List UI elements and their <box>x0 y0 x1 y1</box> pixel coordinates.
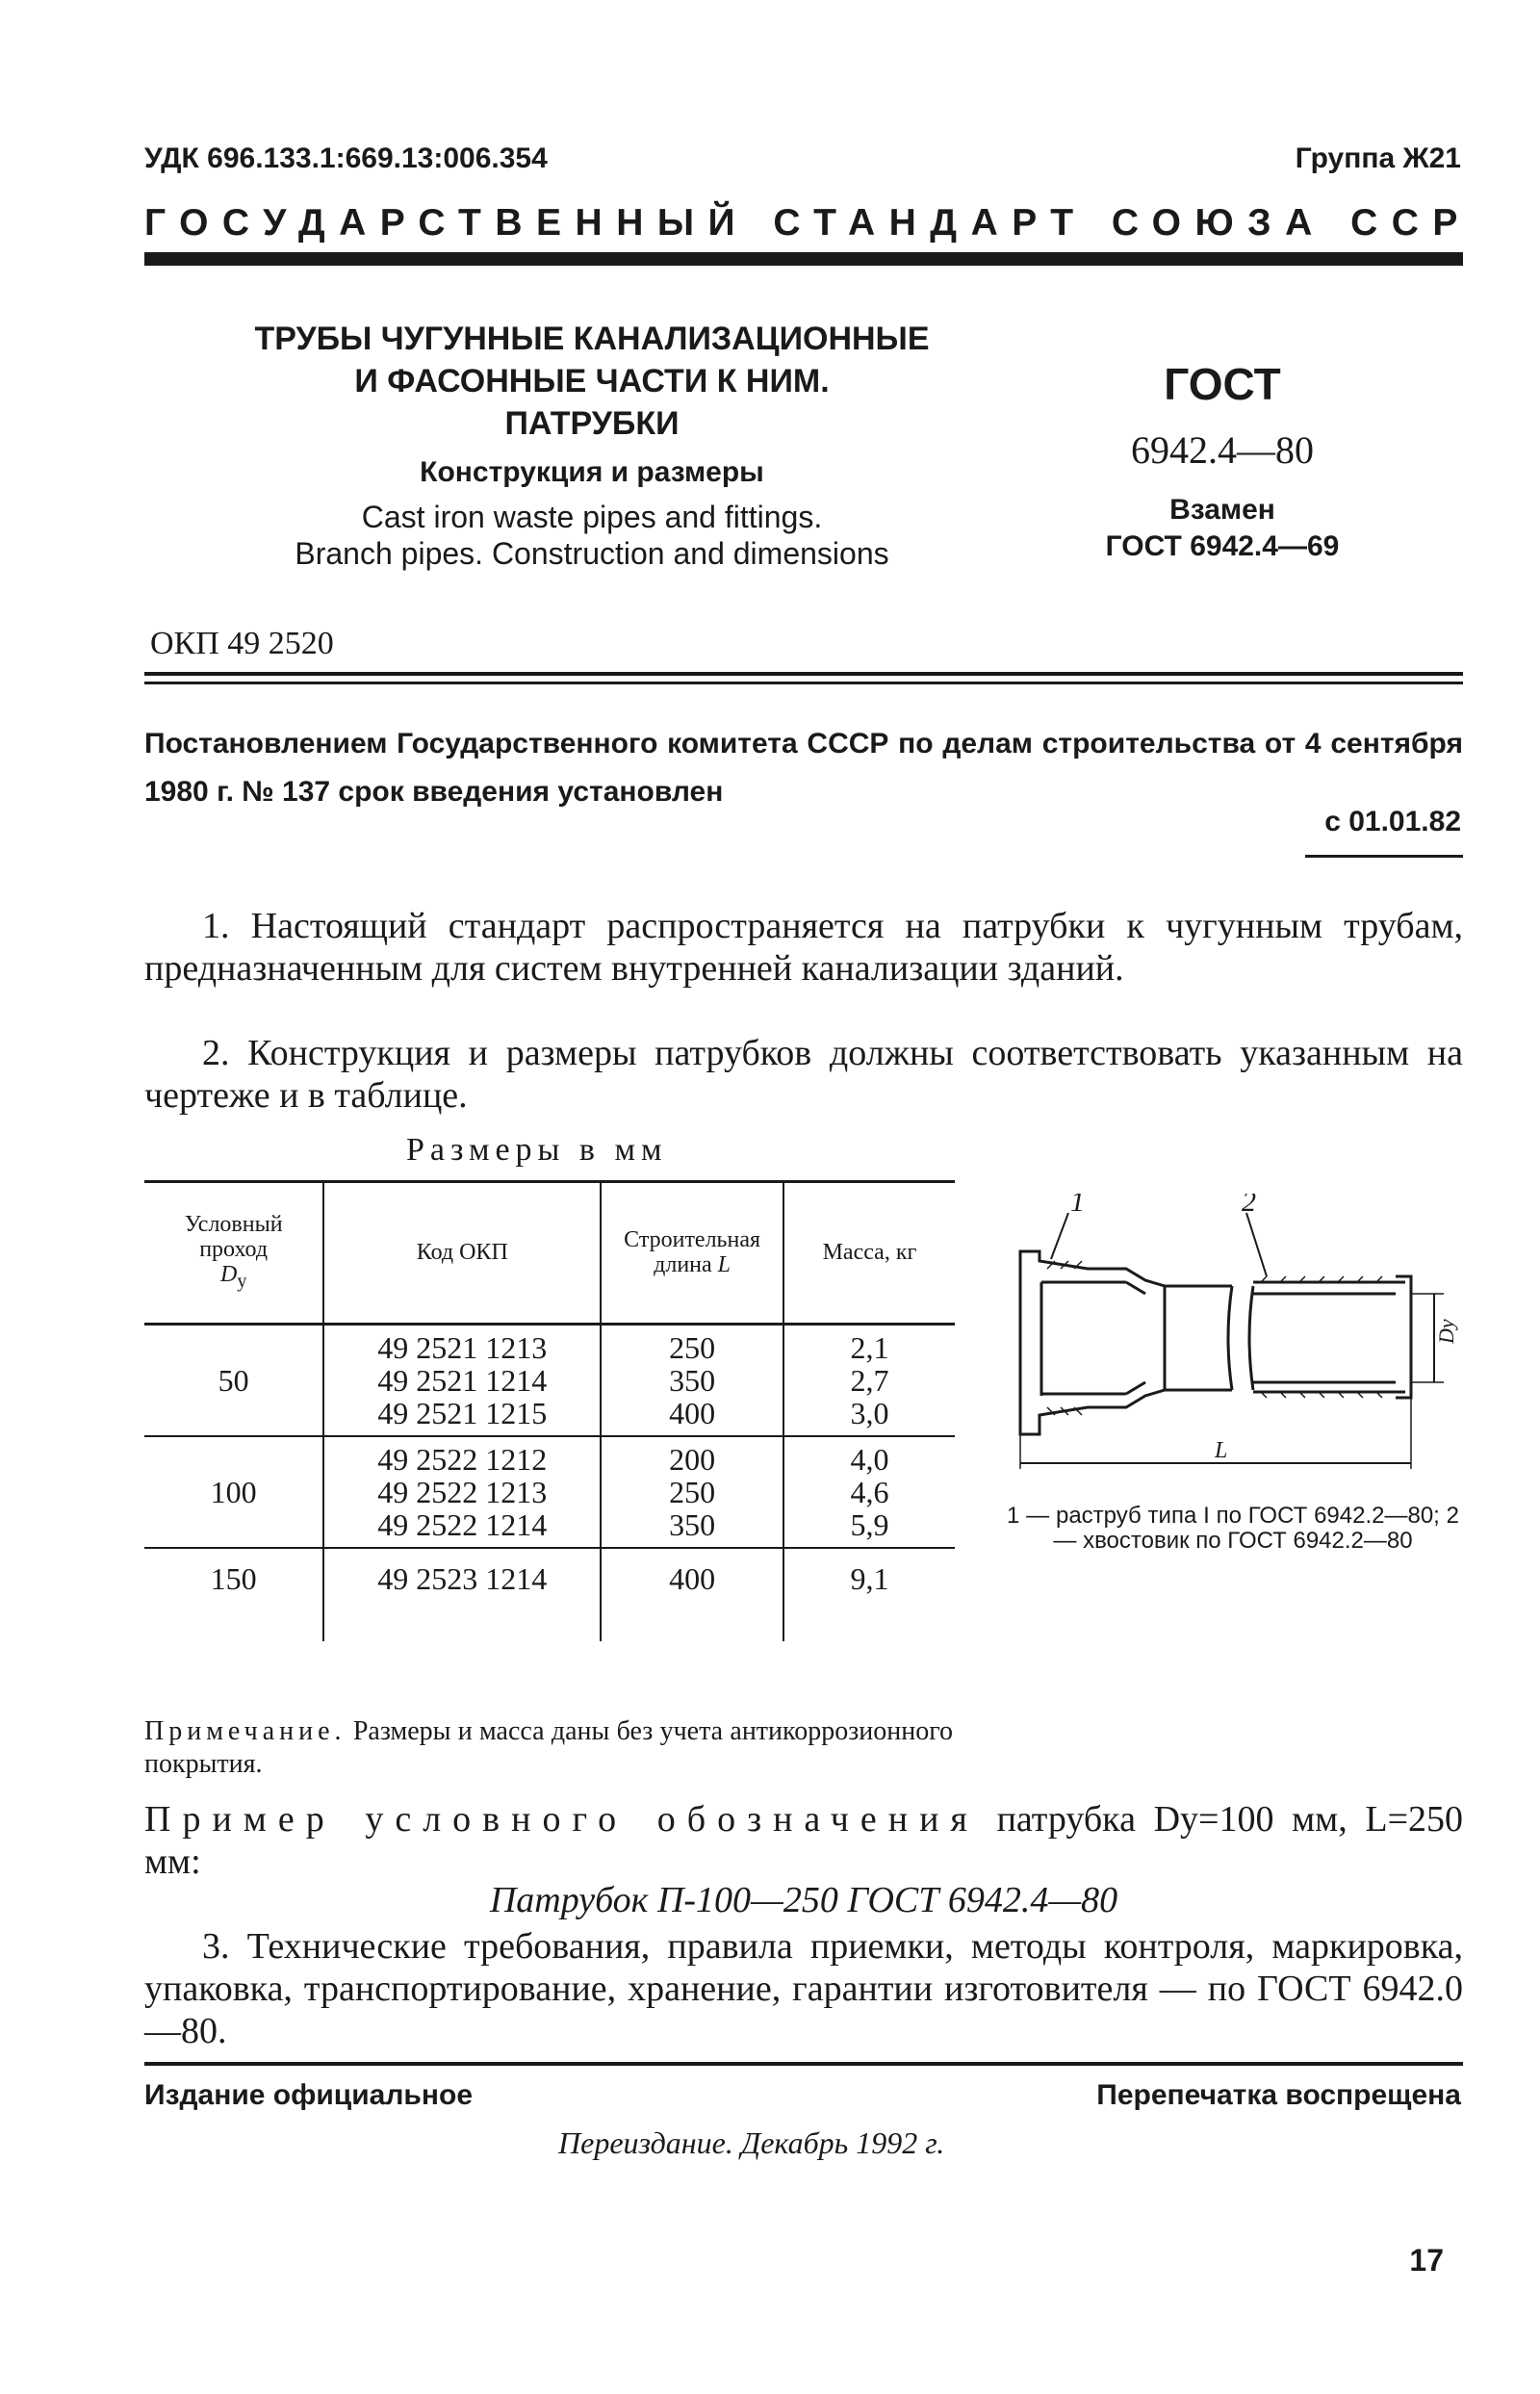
cell-dn: 100 <box>210 1474 257 1509</box>
cell-dn: 150 <box>210 1560 257 1596</box>
effective-date: с 01.01.82 <box>1324 806 1461 837</box>
transition-bottom <box>1126 1382 1145 1394</box>
okp-code: ОКП 49 2520 <box>150 626 334 661</box>
standard-title: ГОСУДАРСТВЕННЫЙ СТАНДАРТ СОЮЗА ССР <box>144 202 1472 244</box>
header-length-text: Строительная длина <box>624 1227 761 1278</box>
reprint-notice: Перепечатка воспрещена <box>1096 2079 1461 2111</box>
english-title <box>183 499 1001 572</box>
cell-length: 250 <box>669 1329 716 1365</box>
cell-length: 400 <box>669 1395 716 1430</box>
title-line-3: ПАТРУБКИ <box>504 405 680 442</box>
subtitle: Конструкция и размеры <box>420 456 764 488</box>
gost-block <box>1088 358 1357 563</box>
gost-number: 6942.4—80 <box>1131 428 1314 472</box>
table-row <box>144 1324 955 1436</box>
figure-caption: 1 — раструб типа I по ГОСТ 6942.2—80; 2 — хвостовик по ГОСТ 6942.2—80 <box>1007 1503 1459 1554</box>
leader-2 <box>1246 1213 1267 1276</box>
example-text: патрубка <box>996 1799 1136 1840</box>
header-length-symbol: L <box>717 1252 732 1278</box>
example-param-dy: Dу=100 мм, <box>1153 1799 1348 1840</box>
figure-label-1: 1 <box>1070 1194 1085 1218</box>
cell-code: 49 2522 1214 <box>377 1506 548 1542</box>
cell-code: 49 2521 1213 <box>377 1329 548 1365</box>
cell-code: 49 2522 1212 <box>377 1441 548 1477</box>
cell-length: 350 <box>669 1362 716 1398</box>
cell-codes <box>323 1324 601 1436</box>
cell-masses <box>783 1324 955 1436</box>
effective-date-underline <box>1305 855 1463 858</box>
header-thick-rule <box>144 252 1463 266</box>
tail-end <box>1396 1276 1411 1398</box>
cell-lengths <box>601 1436 783 1548</box>
english-title-line-2: Branch pipes. Construction and dimensions <box>295 536 889 571</box>
cell-mass: 4,0 <box>850 1441 889 1477</box>
units-caption: Размеры в мм <box>406 1132 668 1168</box>
break-right <box>1249 1286 1253 1390</box>
header-nominal-bore <box>144 1182 323 1325</box>
leader-1 <box>1051 1213 1068 1259</box>
group-code: Группа Ж21 <box>1295 142 1461 174</box>
cell-mass: 4,6 <box>850 1474 889 1509</box>
footer-rule <box>144 2062 1463 2066</box>
cell-mass: 5,9 <box>850 1506 889 1542</box>
cell-length: 350 <box>669 1506 716 1542</box>
cell-mass: 2,7 <box>850 1362 889 1398</box>
reissue-note: Переиздание. Декабрь 1992 г. <box>558 2125 945 2160</box>
cell-masses <box>783 1436 955 1548</box>
example-designation: Патрубок П-100—250 ГОСТ 6942.4—80 <box>489 1880 1118 1920</box>
header-mass: Масса, кг <box>783 1182 955 1325</box>
table-row <box>144 1436 955 1548</box>
cell-code: 49 2522 1213 <box>377 1474 548 1509</box>
table-row <box>144 1548 955 1641</box>
branch-pipe-drawing <box>1001 1194 1463 1482</box>
header-okp-code: Код ОКП <box>323 1182 601 1325</box>
header-length <box>601 1182 783 1325</box>
cell-length: 200 <box>669 1441 716 1477</box>
cell-code: 49 2521 1215 <box>377 1395 548 1430</box>
cell-mass: 3,0 <box>850 1395 889 1430</box>
note-label: Примечание. <box>144 1716 346 1746</box>
gost-label: ГОСТ <box>1164 359 1281 409</box>
table-header-row <box>144 1182 955 1325</box>
okp-double-rule-top <box>144 672 1463 676</box>
cell-code: 49 2521 1214 <box>377 1362 548 1398</box>
replaces-label: Взамен <box>1169 494 1275 526</box>
cell-lengths <box>601 1324 783 1436</box>
note-text: Размеры и масса даны без учета антикоррозионного покрытия. <box>144 1716 954 1779</box>
okp-double-rule-bottom <box>144 682 1463 684</box>
transition-top <box>1126 1282 1145 1294</box>
paragraph-3: 3. Технические требования, правила приемки, методы контроля, маркировка, упаковка, транспортирование, хранение, гарантии изготовителя — по ГОСТ 6942.0—80. <box>144 1926 1463 2051</box>
figure-dim-l: L <box>1215 1438 1228 1463</box>
decree-text: Постановлением Государственного комитета СССР по делам строительства от 4 сентября 1980 г. № 137 срок введения установлен <box>144 728 1463 808</box>
example-paragraph <box>144 1798 1463 1883</box>
example-label: Пример условного обозначения <box>144 1799 979 1840</box>
break-left <box>1228 1286 1232 1390</box>
header-nominal-subscript: у <box>237 1270 247 1292</box>
title-line-1: ТРУБЫ ЧУГУННЫЕ КАНАЛИЗАЦИОННЫЕ <box>254 321 930 357</box>
cell-code: 49 2523 1214 <box>323 1548 601 1641</box>
figure-dim-dy: Dy <box>1434 1319 1458 1344</box>
cell-codes <box>323 1436 601 1548</box>
header-nominal-symbol: D <box>219 1262 238 1287</box>
cell-length: 250 <box>669 1474 716 1509</box>
cell-dn: 50 <box>218 1362 249 1398</box>
example-param-l: L=250 мм: <box>144 1799 1464 1882</box>
edition-label: Издание официальное <box>144 2079 474 2111</box>
replaces-number: ГОСТ 6942.4—69 <box>1105 530 1340 562</box>
cell-length: 400 <box>601 1548 783 1641</box>
english-title-line-1: Cast iron waste pipes and fittings. <box>361 500 823 534</box>
page-number: 17 <box>1409 2243 1444 2278</box>
title-line-2: И ФАСОННЫЕ ЧАСТИ К НИМ. <box>354 363 830 399</box>
dimensions-table <box>144 1180 955 1641</box>
udk-code: УДК 696.133.1:669.13:006.354 <box>144 142 548 174</box>
paragraph-1: 1. Настоящий стандарт распространяется на патрубки к чугунным трубам, предназначенным для систем внутренней канализации зданий. <box>144 906 1463 989</box>
paragraph-2: 2. Конструкция и размеры патрубков должны соответствовать указанным на чертеже и в таблице. <box>144 1033 1463 1116</box>
cell-mass: 9,1 <box>783 1548 955 1641</box>
title-block <box>183 318 1001 572</box>
figure-label-2: 2 <box>1242 1194 1256 1218</box>
header-nominal-bore-text: Условный проход <box>184 1212 283 1262</box>
table-note <box>144 1715 953 1781</box>
cell-mass: 2,1 <box>850 1329 889 1365</box>
